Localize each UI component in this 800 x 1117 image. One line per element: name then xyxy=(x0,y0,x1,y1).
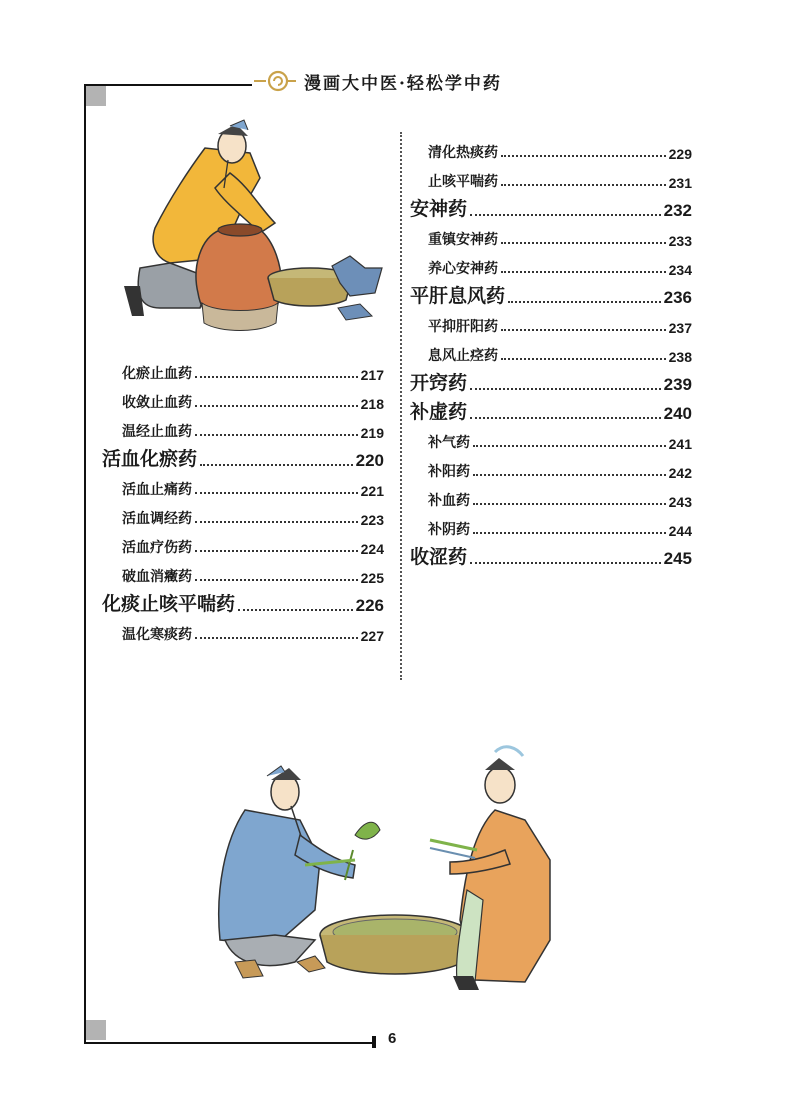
toc-entry[interactable] xyxy=(122,471,384,499)
toc-entry[interactable] xyxy=(122,616,384,644)
toc-entry[interactable] xyxy=(122,384,384,412)
frame-left-line xyxy=(84,84,86,1044)
toc-leader-dots xyxy=(501,241,666,244)
toc-entry[interactable] xyxy=(428,134,692,162)
book-title: 漫画大中医·轻松学中药 xyxy=(304,73,502,94)
toc-entry-label: 活血调经药 xyxy=(122,511,192,527)
toc-entry[interactable] xyxy=(122,355,384,383)
toc-entry-page: 234 xyxy=(668,262,692,278)
toc-leader-dots xyxy=(195,491,358,494)
toc-entry[interactable] xyxy=(428,482,692,510)
toc-entry-label: 温经止血药 xyxy=(122,424,192,440)
corner-square-bottom xyxy=(86,1020,106,1040)
toc-entry-page: 229 xyxy=(668,146,692,162)
toc-leader-dots xyxy=(470,387,661,390)
toc-entry-label: 补阳药 xyxy=(428,464,470,480)
toc-entry-label: 活血止痛药 xyxy=(122,482,192,498)
toc-leader-dots xyxy=(195,433,358,436)
toc-entry-page: 221 xyxy=(360,483,384,499)
toc-entry[interactable] xyxy=(428,337,692,365)
toc-section-entry[interactable] xyxy=(410,541,692,569)
toc-entry-page: 226 xyxy=(355,596,384,615)
two-men-sorting-herbs-illustration xyxy=(205,740,585,1000)
toc-entry-page: 236 xyxy=(663,288,692,307)
toc-leader-dots xyxy=(473,473,666,476)
toc-leader-dots xyxy=(501,183,666,186)
toc-entry-page: 232 xyxy=(663,201,692,220)
toc-entry-page: 244 xyxy=(668,523,692,539)
toc-leader-dots xyxy=(195,375,358,378)
toc-entry-label: 补虚药 xyxy=(410,401,468,423)
toc-entry-label: 活血化瘀药 xyxy=(102,448,198,470)
toc-entry[interactable] xyxy=(428,163,692,191)
toc-entry-label: 收敛止血药 xyxy=(122,395,192,411)
toc-entry-label: 开窍药 xyxy=(410,372,468,394)
toc-section-entry[interactable] xyxy=(102,588,384,616)
corner-square-top xyxy=(86,86,106,106)
toc-leader-dots xyxy=(473,531,666,534)
toc-entry[interactable] xyxy=(122,413,384,441)
toc-entry-label: 重镇安神药 xyxy=(428,232,498,248)
toc-entry-page: 218 xyxy=(360,396,384,412)
toc-entry-label: 化瘀止血药 xyxy=(122,366,192,382)
toc-entry-page: 245 xyxy=(663,549,692,568)
toc-entry-label: 息风止痉药 xyxy=(428,348,498,364)
toc-entry-page: 238 xyxy=(668,349,692,365)
toc-leader-dots xyxy=(195,404,358,407)
toc-entry-label: 平抑肝阳药 xyxy=(428,319,498,335)
toc-leader-dots xyxy=(501,270,666,273)
toc-entry-page: 224 xyxy=(360,541,384,557)
toc-entry[interactable] xyxy=(428,511,692,539)
toc-entry-label: 温化寒痰药 xyxy=(122,627,192,643)
toc-leader-dots xyxy=(473,502,666,505)
toc-entry-page: 239 xyxy=(663,375,692,394)
toc-entry[interactable] xyxy=(428,424,692,452)
toc-leader-dots xyxy=(195,578,358,581)
toc-leader-dots xyxy=(238,608,353,611)
toc-entry[interactable] xyxy=(428,250,692,278)
toc-leader-dots xyxy=(501,154,666,157)
toc-entry-label: 补血药 xyxy=(428,493,470,509)
toc-entry-page: 231 xyxy=(668,175,692,191)
toc-entry[interactable] xyxy=(122,529,384,557)
toc-entry-page: 241 xyxy=(668,436,692,452)
toc-section-entry[interactable] xyxy=(410,367,692,395)
toc-leader-dots xyxy=(501,328,666,331)
toc-entry-page: 227 xyxy=(360,628,384,644)
page-number: 6 xyxy=(388,1030,397,1047)
toc-entry-label: 活血疗伤药 xyxy=(122,540,192,556)
swirl-ornament-icon xyxy=(252,69,298,93)
toc-leader-dots xyxy=(200,463,353,466)
toc-entry[interactable] xyxy=(428,453,692,481)
toc-entry-page: 223 xyxy=(360,512,384,528)
toc-section-entry[interactable] xyxy=(410,280,692,308)
toc-section-entry[interactable] xyxy=(410,193,692,221)
toc-section-entry[interactable] xyxy=(102,443,384,471)
toc-leader-dots xyxy=(195,520,358,523)
frame-bottom-tick xyxy=(372,1036,376,1048)
toc-entry[interactable] xyxy=(122,500,384,528)
toc-entry-page: 242 xyxy=(668,465,692,481)
toc-entry-page: 240 xyxy=(663,404,692,423)
toc-entry-label: 安神药 xyxy=(410,198,468,220)
toc-leader-dots xyxy=(501,357,666,360)
toc-entry-label: 平肝息风药 xyxy=(410,285,506,307)
toc-section-entry[interactable] xyxy=(410,396,692,424)
toc-entry-label: 破血消癥药 xyxy=(122,569,192,585)
toc-leader-dots xyxy=(473,444,666,447)
man-with-jar-illustration xyxy=(110,118,390,338)
toc-entry-label: 收涩药 xyxy=(410,546,468,568)
toc-entry[interactable] xyxy=(428,221,692,249)
toc-entry-page: 243 xyxy=(668,494,692,510)
toc-entry-label: 补气药 xyxy=(428,435,470,451)
toc-entry-label: 养心安神药 xyxy=(428,261,498,277)
toc-entry-label: 清化热痰药 xyxy=(428,145,498,161)
column-divider xyxy=(400,132,402,680)
toc-leader-dots xyxy=(195,549,358,552)
toc-entry-page: 219 xyxy=(360,425,384,441)
toc-leader-dots xyxy=(508,300,661,303)
toc-entry-label: 化痰止咳平喘药 xyxy=(102,593,236,615)
frame-bottom-line xyxy=(84,1042,374,1044)
toc-entry-page: 237 xyxy=(668,320,692,336)
running-header xyxy=(252,66,722,96)
toc-leader-dots xyxy=(470,561,661,564)
toc-entry-page: 225 xyxy=(360,570,384,586)
toc-leader-dots xyxy=(470,416,661,419)
toc-entry-page: 220 xyxy=(355,451,384,470)
toc-leader-dots xyxy=(470,213,661,216)
toc-entry-page: 233 xyxy=(668,233,692,249)
toc-entry[interactable] xyxy=(122,558,384,586)
toc-leader-dots xyxy=(195,636,358,639)
toc-entry-label: 补阴药 xyxy=(428,522,470,538)
toc-entry[interactable] xyxy=(428,308,692,336)
toc-entry-page: 217 xyxy=(360,367,384,383)
toc-entry-label: 止咳平喘药 xyxy=(428,174,498,190)
